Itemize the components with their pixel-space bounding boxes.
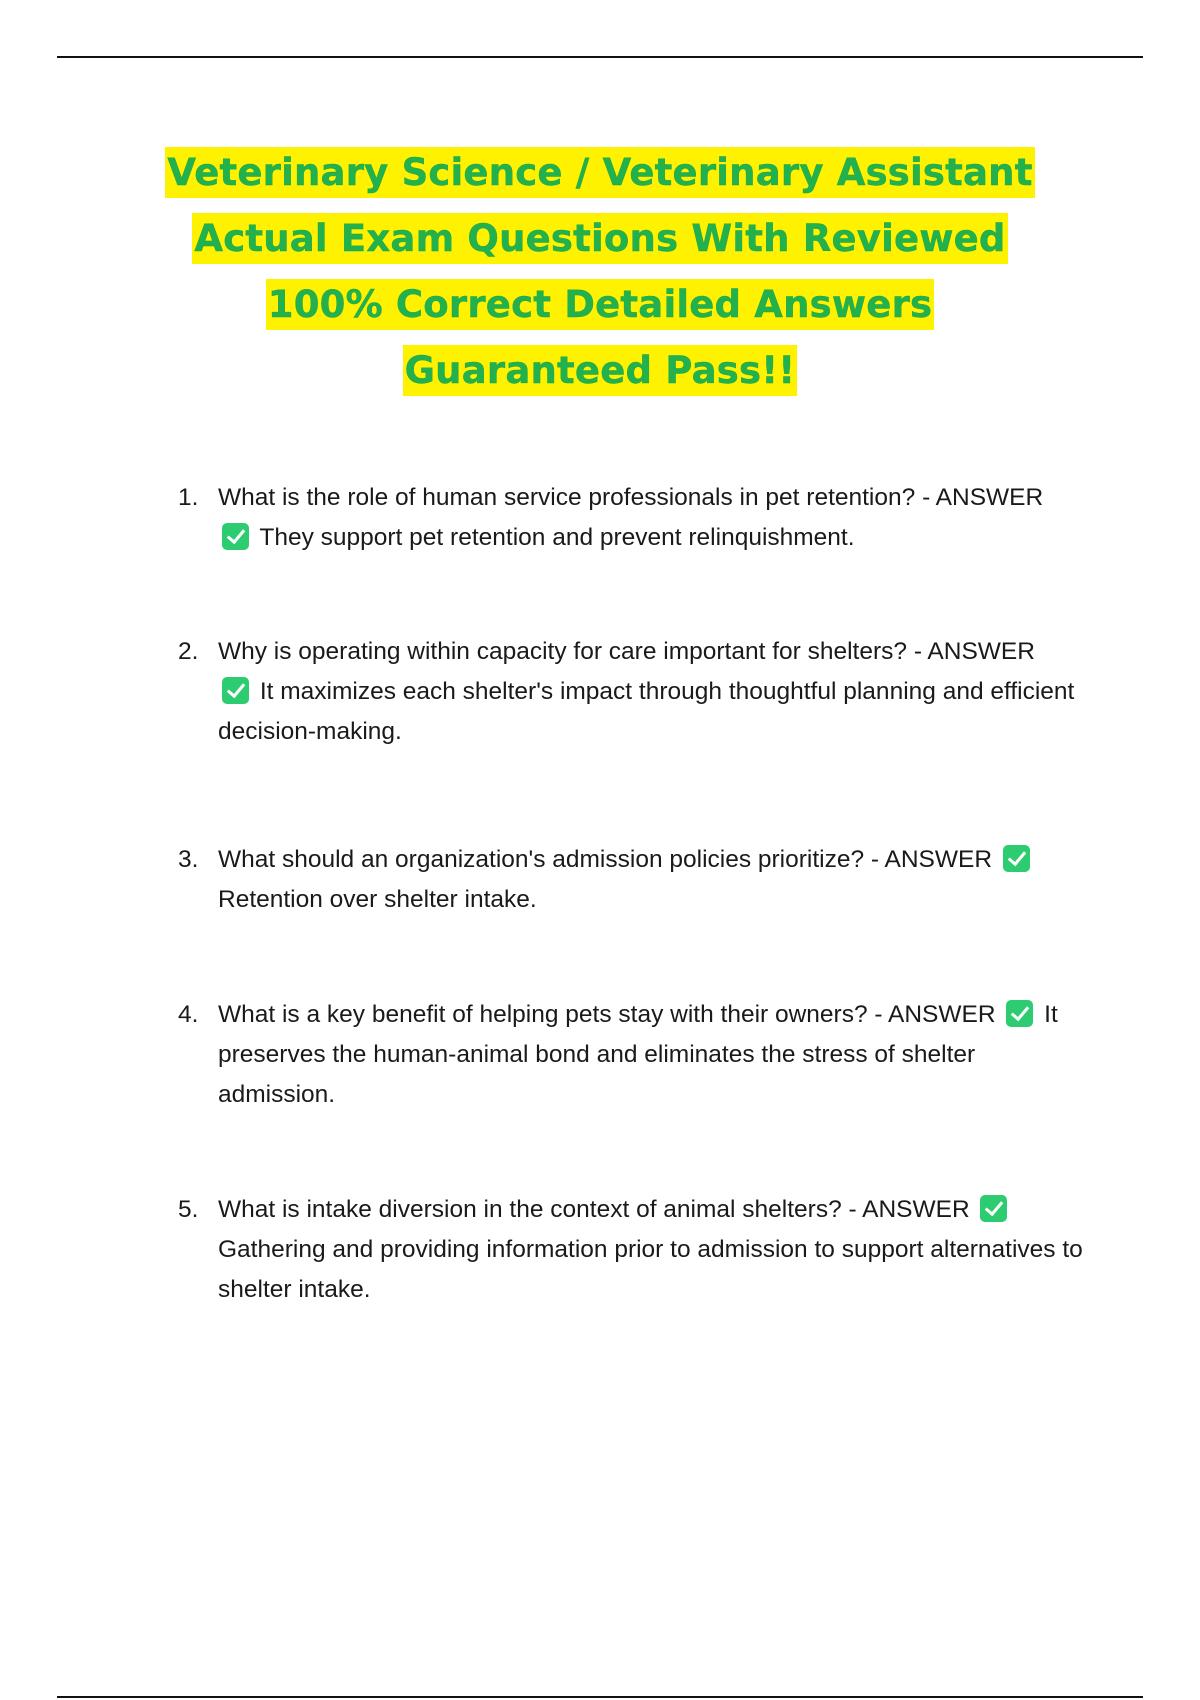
qa-item-2 [178,632,1098,752]
qa-item-3 [178,840,1098,920]
answer-text: They support pet retention and prevent relinquishment. [259,524,855,551]
question-text: What is intake diversion in the context of animal shelters? - ANSWER [218,1196,970,1223]
qa-item-5 [178,1190,1098,1310]
qa-item-1 [178,478,1098,558]
item-number: 2. [178,638,199,665]
item-number: 1. [178,484,199,511]
check-box-icon [1003,845,1030,872]
answer-text: Retention over shelter intake. [218,886,537,913]
question-text: Why is operating within capacity for care important for shelters? - ANSWER [218,638,1035,665]
answer-text: It maximizes each shelter's impact through thoughtful planning and efficient decision-making. [218,678,1075,745]
document-title [80,140,1120,404]
qa-list [178,478,1098,1310]
item-number: 3. [178,846,199,873]
check-box-icon [222,677,249,704]
bottom-rule [57,1696,1143,1698]
top-rule [57,56,1143,58]
answer-text: It preserves the human-animal bond and eliminates the stress of shelter admission. [218,1001,1058,1108]
check-box-icon [222,523,249,550]
title-line-1: Veterinary Science / Veterinary Assistant [80,140,1120,206]
title-line-3: 100% Correct Detailed Answers [80,272,1120,338]
title-line-4: Guaranteed Pass!! [80,338,1120,404]
check-box-icon [980,1195,1007,1222]
question-text: What is the role of human service professionals in pet retention? - ANSWER [218,484,1044,511]
question-text: What is a key benefit of helping pets stay with their owners? - ANSWER [218,1001,996,1028]
answer-text: Gathering and providing information prior to admission to support alternatives to shelter intake. [218,1236,1083,1303]
check-box-icon [1006,1000,1033,1027]
item-number: 5. [178,1196,199,1223]
item-number: 4. [178,1001,199,1028]
qa-item-4 [178,995,1098,1115]
title-line-2: Actual Exam Questions With Reviewed [80,206,1120,272]
question-text: What should an organization's admission policies prioritize? - ANSWER [218,846,993,873]
